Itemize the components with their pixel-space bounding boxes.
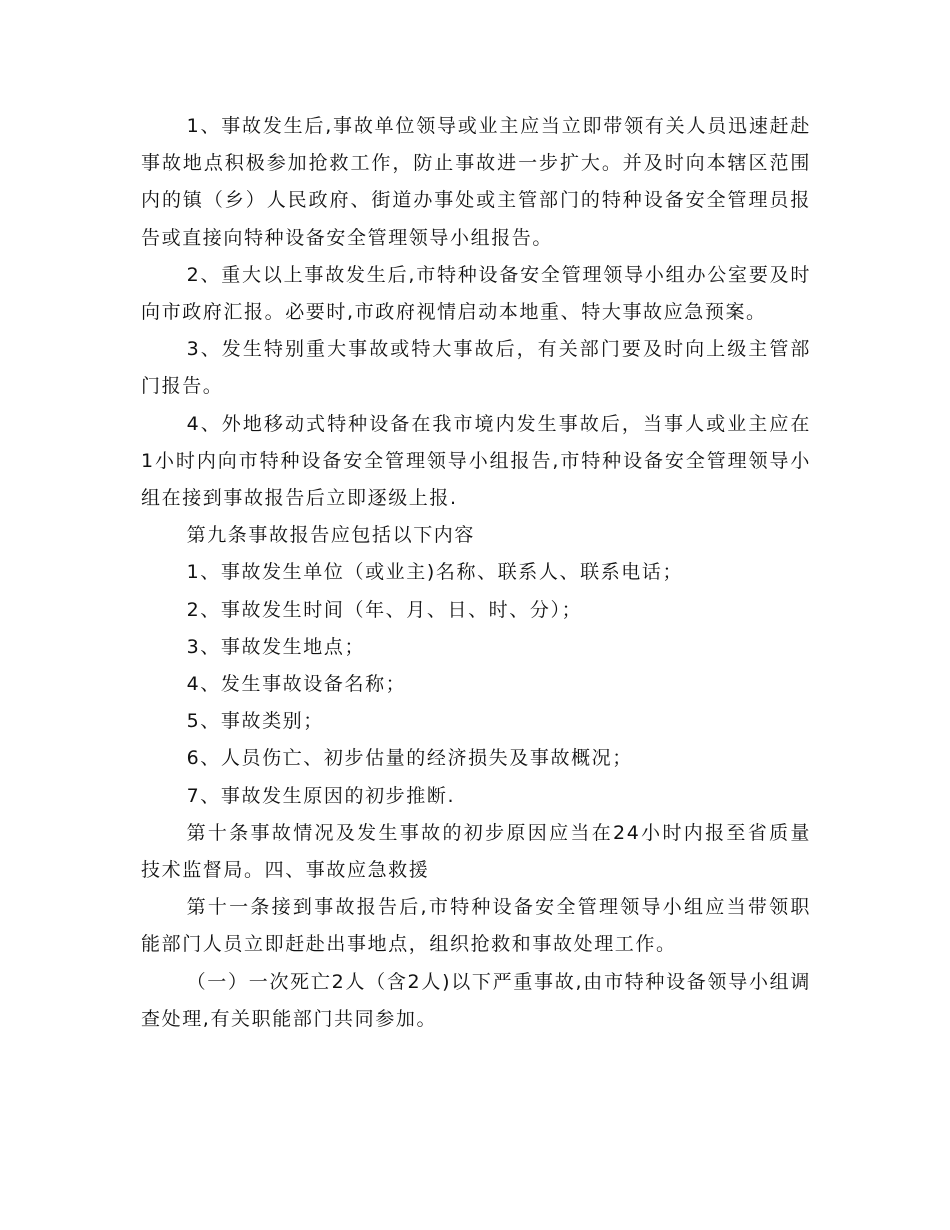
article-11-paragraph: 第十一条接到事故报告后,市特种设备安全管理领导小组应当带领职能部门人员立即赶赴出事地点，组织抢救和事故处理工作。: [141, 896, 811, 956]
paragraph-report-step-3: 3、发生特别重大事故或特大事故后，有关部门要及时向上级主管部门报告。: [141, 338, 811, 398]
article-10-paragraph: 第十条事故情况及发生事故的初步原因应当在24小时内报至省质量技术监督局。四、事故应急救援: [141, 821, 811, 882]
report-content-item-7: 7、事故发生原因的初步推断.: [186, 784, 456, 807]
article-9-heading: 第九条事故报告应包括以下内容: [186, 524, 475, 547]
report-content-item-5: 5、事故类别；: [186, 710, 324, 733]
paragraph-report-step-4: 4、外地移动式特种设备在我市境内发生事故后，当事人或业主应在1小时内向市特种设备安全管理领导小组报告,市特种设备安全管理领导小组在接到事故报告后立即逐级上报.: [141, 412, 811, 510]
report-content-item-4: 4、发生事故设备名称；: [186, 673, 407, 696]
paragraph-report-step-2: 2、重大以上事故发生后,市特种设备安全管理领导小组办公室要及时向市政府汇报。必要时,市政府视情启动本地重、特大事故应急预案。: [141, 263, 811, 324]
serious-accident-paragraph: （一）一次死亡2人（含2人)以下严重事故,由市特种设备领导小组调查处理,有关职能部门共同参加。: [141, 970, 811, 1030]
document-body: [141, 108, 811, 1038]
report-content-item-2: 2、事故发生时间（年、月、日、时、分）；: [186, 598, 583, 621]
report-content-item-3: 3、事故发生地点；: [186, 635, 366, 658]
report-content-item-6: 6、人员伤亡、初步估量的经济损失及事故概况；: [186, 747, 633, 770]
report-content-item-1: 1、事故发生单位（或业主)名称、联系人、联系电话；: [186, 561, 684, 584]
paragraph-report-step-1: 1、事故发生后,事故单位领导或业主应当立即带领有关人员迅速赶赴事故地点积极参加抢救工作，防止事故进一步扩大。并及时向本辖区范围内的镇（乡）人民政府、街道办事处或主管部门的特种设备安全管理员报告或直接向特种设备安全管理领导小组报告。: [141, 115, 811, 249]
